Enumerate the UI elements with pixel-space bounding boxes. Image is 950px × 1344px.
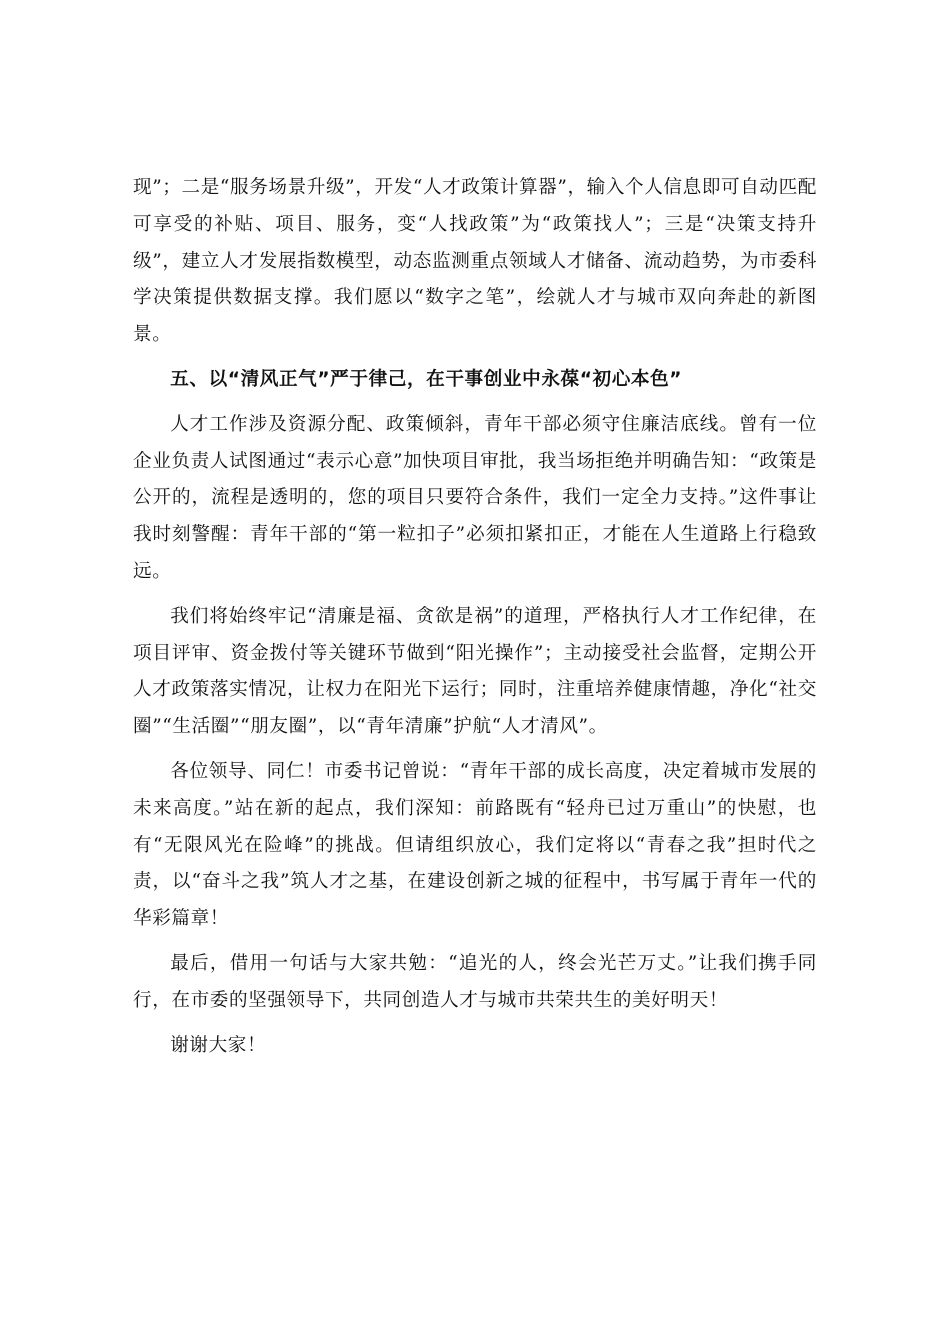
document-body — [133, 170, 817, 1072]
paragraph-integrity-story: 人才工作涉及资源分配、政策倾斜，青年干部必须守住廉洁底线。曾有一位企业负责人试图通过“表示心意”加快项目审批，我当场拒绝并明确告知：“政策是公开的，流程是透明的，您的项目只要符合条件，我们一定全力支持。”这件事让我时刻警醒：青年干部的“第一粒扣子”必须扣紧扣正，才能在人生道路上行稳致远。 — [133, 413, 817, 582]
paragraph-thanks: 谢谢大家！ — [170, 1034, 267, 1056]
paragraph-closing-quote: 最后，借用一句话与大家共勉：“追光的人，终会光芒万丈。”让我们携手同行，在市委的坚强领导下，共同创造人才与城市共荣共生的美好明天！ — [133, 952, 817, 1011]
section-heading-5: 五、以“清风正气”严于律己，在干事创业中永葆“初心本色” — [170, 368, 683, 390]
paragraph-continued: 现”；二是“服务场景升级”，开发“人才政策计算器”，输入个人信息即可自动匹配可享受的补贴、项目、服务，变“人找政策”为“政策找人”；三是“决策支持升级”，建立人才发展指数模型，动态监测重点领域人才储备、流动趋势，为市委科学决策提供数据支撑。我们愿以“数字之笔”，绘就人才与城市双向奔赴的新图景。 — [133, 177, 817, 346]
paragraph-closing-pledge: 各位领导、同仁！市委书记曾说：“青年干部的成长高度，决定着城市发展的未来高度。”站在新的起点，我们深知：前路既有“轻舟已过万重山”的快慰，也有“无限风光在险峰”的挑战。但请组织放心，我们定将以“青春之我”担时代之责，以“奋斗之我”筑人才之基，在建设创新之城的征程中，书写属于青年一代的华彩篇章！ — [133, 760, 817, 930]
paragraph-integrity-commitment: 我们将始终牢记“清廉是福、贪欲是祸”的道理，严格执行人才工作纪律，在项目评审、资金拨付等关键环节做到“阳光操作”；主动接受社会监督，定期公开人才政策落实情况，让权力在阳光下运行；同时，注重培养健康情趣，净化“社交圈”“生活圈”“朋友圈”，以“青年清廉”护航“人才清风”。 — [133, 605, 817, 738]
